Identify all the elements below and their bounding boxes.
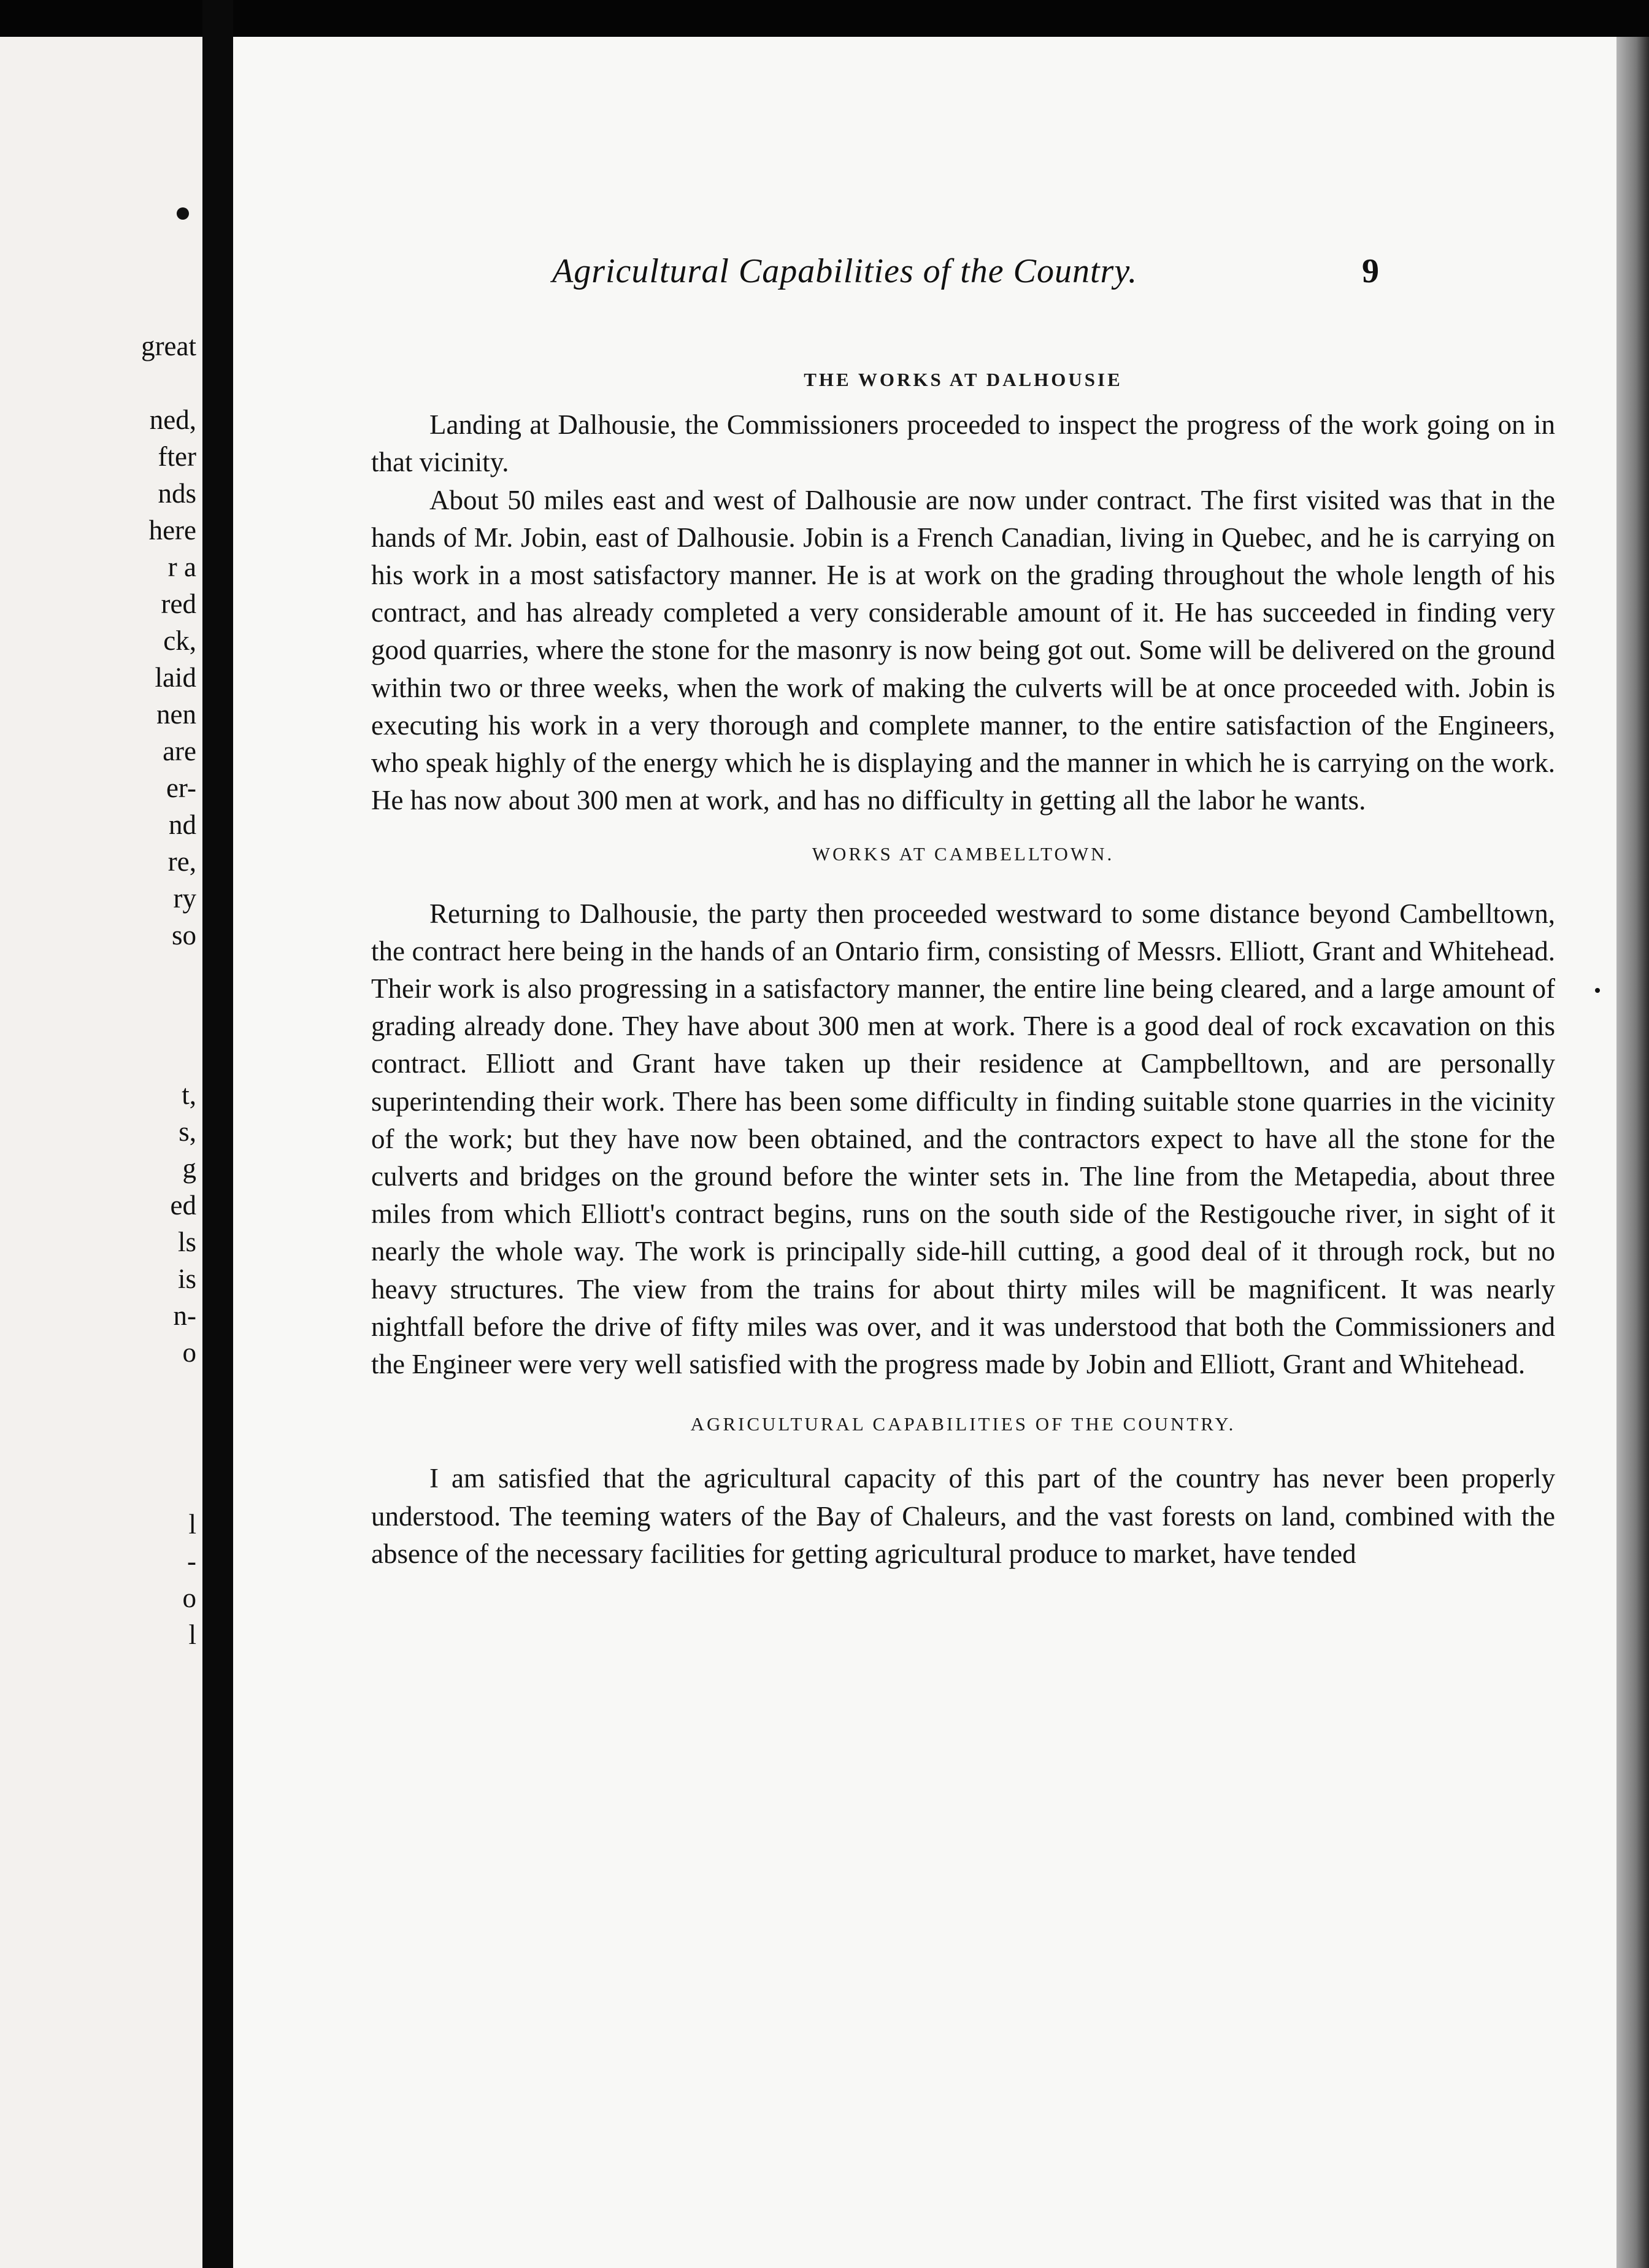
section-heading: AGRICULTURAL CAPABILITIES OF THE COUNTRY. [690,1413,1236,1435]
left-fragment: nd [169,809,196,840]
book-binding-gutter [202,0,233,2268]
left-fragment: is [177,1263,196,1294]
left-fragment: n- [173,1300,196,1331]
left-fragment: so [171,920,196,951]
left-fragment: er- [166,773,196,803]
text-column [371,368,1555,1573]
left-fragment: r a [167,552,196,582]
paragraph: I am satisfied that the agricultural capacity of this part of the country has never been properly understood. The teeming waters of the Bay of Chaleurs, and the vast forests on land, combined with the absence of the necessary facilities for getting agricultural produce to market, have tended [371,1463,1555,1569]
left-fragment: great [141,331,196,361]
paragraph: Landing at Dalhousie, the Commissioners proceeded to inspect the progress of the work going on in that vicinity. [371,409,1555,478]
left-fragment: g [182,1153,196,1184]
left-fragment: ned, [149,404,196,435]
right-page [233,37,1616,2268]
left-fragment: nen [156,699,196,730]
left-fragment: - [187,1546,196,1576]
left-fragment: s, [179,1116,196,1147]
ink-spot [1595,988,1600,993]
left-fragment: t, [182,1079,196,1110]
running-title: Agricultural Capabilities of the Country. [552,252,1138,290]
left-page-fragment [0,37,202,2268]
page-edge-shadow [1616,37,1649,2268]
page-number: 9 [1362,252,1379,290]
left-fragment: red [161,588,196,619]
section-heading: WORKS AT CAMBELLTOWN. [812,843,1115,865]
left-fragment: fter [158,441,196,472]
paragraph: About 50 miles east and west of Dalhousie are now under contract. The first visited was that in the hands of Mr. Jobin, east of Dalhousie. Jobin is a French Canadian, living in Quebec, and he is carrying on his work in a most satisfactory manner. He is at work on the grading throughout the whole length of his contract, and has already completed a very considerable amount of it. He has succeeded in finding very good quarries, where the stone for the masonry is now being got out. Some will be delivered on the ground within two or three weeks, when the work of making the culverts will be at once proceeded with. Jobin is executing his work in a very thorough and complete manner, to the entire satisfaction of the Engineers, who speak highly of the energy which he is displaying and the manner in which he is carrying on the work. He has now about 300 men at work, and has no difficulty in getting all the labor he wants. [371,484,1555,816]
left-fragment: here [148,515,196,546]
paragraph: Returning to Dalhousie, the party then proceeded westward to some distance beyond Cambelltown, the contract here being in the hands of an Ontario firm, consisting of Messrs. Elliott, Grant and Whitehead. Their work is also progressing in a satisfactory manner, the entire line being cleared, and a large amount of grading already done. They have about 300 men at work. There is a good deal of rock excavation on this contract. Elliott and Grant have taken up their residence at Campbelltown, and are personally superintending their work. There has been some difficulty in finding suitable stone quarries in the vicinity of the work; but they have now been obtained, and the contractors expect to have all the stone for the culverts and bridges on the ground before the winter sets in. The line from the Metapedia, about three miles from which Elliott's contract begins, runs on the south side of the Restigouche river, in sight of it nearly the whole way. The work is principally side-hill cutting, a good deal of it through rock, but no heavy structures. The view from the trains for about thirty miles will be magnificent. It was nearly nightfall before the drive of fifty miles was over, and it was understood that both the Commissioners and the Engineer were very well satisfied with the progress made by Jobin and Elliott, Grant and Whitehead. [371,898,1555,1380]
running-head [233,252,1616,301]
section-heading: THE WORKS AT DALHOUSIE [804,369,1123,390]
left-fragment: re, [167,846,196,877]
left-fragment: ed [170,1190,196,1221]
left-fragment: are [163,736,196,766]
left-fragment: ck, [163,625,196,656]
left-fragment: l [188,1619,196,1650]
left-fragment: laid [155,662,196,693]
left-fragment: ry [173,883,196,914]
left-fragment: nds [158,478,196,509]
left-fragment: o [182,1583,196,1613]
left-fragment: o [182,1337,196,1368]
left-fragment: ls [177,1227,196,1257]
ink-spot [177,207,189,220]
left-fragment: l [188,1509,196,1540]
